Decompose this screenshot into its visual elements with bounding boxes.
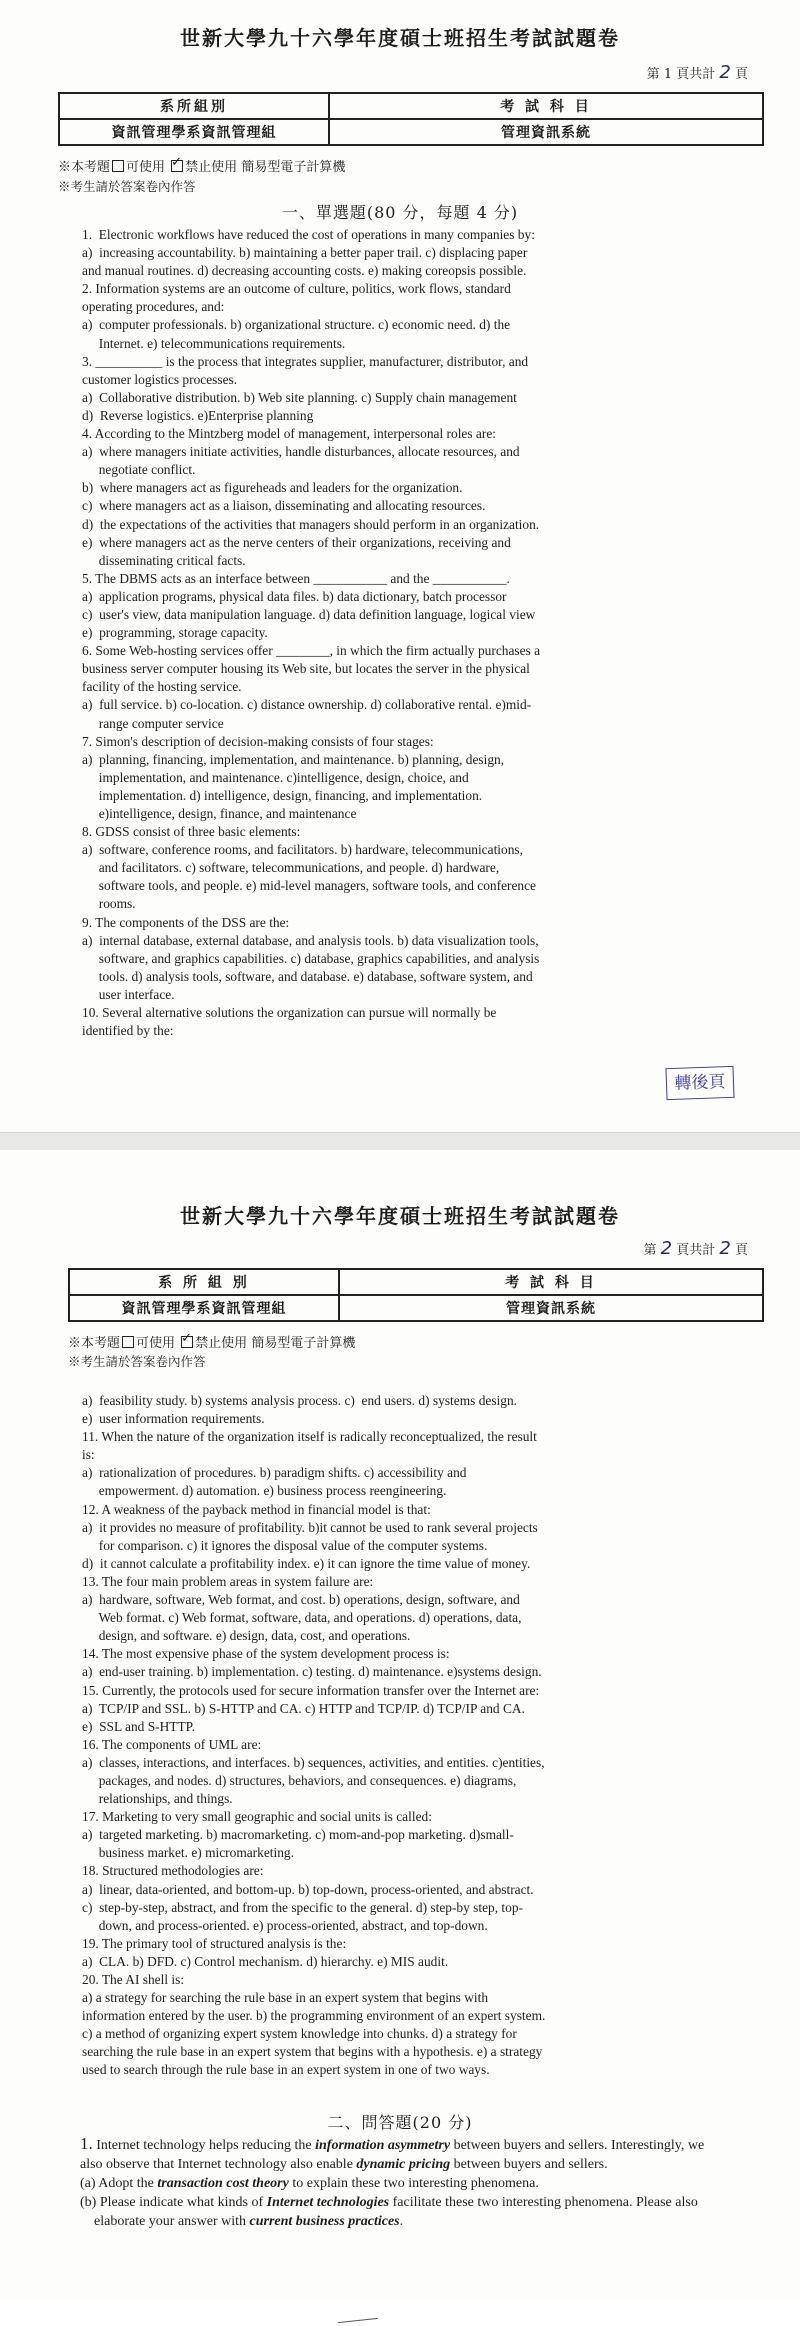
text-line: 3. __________ is the process that integrates supplier, manufacturer, distributor, and bbox=[82, 353, 529, 369]
text-line: relationships, and things. bbox=[82, 1791, 233, 1807]
text-line: a) linear, data-oriented, and bottom-up. b) top-down, process-oriented, and abstract. bbox=[82, 1881, 534, 1897]
questions-page-1 bbox=[82, 226, 694, 1040]
text-line: d) Reverse logistics. e)Enterprise planning bbox=[82, 407, 314, 423]
text-line: range computer service bbox=[82, 715, 224, 731]
essay-question bbox=[80, 2134, 720, 2231]
text-line: a) increasing accountability. b) maintaining a better paper trail. c) displacing paper bbox=[82, 245, 528, 261]
text-line: empowerment. d) automation. e) business process reengineering. bbox=[82, 1483, 447, 1499]
text-line: tools. d) analysis tools, software, and database. e) database, software system, and bbox=[82, 968, 533, 984]
text-line: a) rationalization of procedures. b) paradigm shifts. c) accessibility and bbox=[82, 1465, 467, 1481]
text-line: 5. The DBMS acts as an interface between ___________ and the ___________. bbox=[82, 570, 510, 586]
subject-label: 考 試 科 目 bbox=[339, 1269, 763, 1295]
checkbox-forbidden bbox=[171, 160, 183, 172]
text-line: searching the rule base in an expert system that begins with a hypothesis. e) a strategy bbox=[82, 2044, 543, 2060]
text-line: e)intelligence, design, finance, and maintenance bbox=[82, 806, 357, 821]
subject-label: 考 試 科 目 bbox=[329, 93, 763, 119]
text-line: rooms. bbox=[82, 896, 136, 912]
section-title-essay: 二、問答題(20 分) bbox=[327, 2113, 473, 2132]
text-line: and manual routines. d) decreasing accounting costs. e) making coreopsis possible. bbox=[82, 263, 527, 279]
text-line: design, and software. e) design, data, cost, and operations. bbox=[82, 1628, 411, 1644]
text-line: a) software, conference rooms, and facilitators. b) hardware, telecommunications, bbox=[82, 842, 523, 858]
page-separator bbox=[0, 1132, 800, 1152]
text-line: 9. The components of the DSS are the: bbox=[82, 914, 290, 930]
text-line: 11. When the nature of the organization itself is radically reconceptualized, the result bbox=[82, 1429, 537, 1445]
text-line: a) a strategy for searching the rule base in an expert system that begins with bbox=[82, 1990, 489, 2006]
checkbox-allowed bbox=[122, 1336, 134, 1348]
text-line: 6. Some Web-hosting services offer ________, in which the firm actually purchases a bbox=[82, 643, 541, 659]
answer-sheet-notice: ※考生請於答案卷內作答 bbox=[58, 179, 196, 194]
text-line: negotiate conflict. bbox=[82, 462, 196, 478]
checkbox-allowed bbox=[112, 160, 124, 172]
text-line: implementation. d) intelligence, design, financing, and implementation. bbox=[82, 787, 483, 803]
pen-mark bbox=[338, 2318, 378, 2326]
text-line: 16. The components of UML are: bbox=[82, 1736, 262, 1752]
text-line: down, and process-oriented. e) process-oriented, abstract, and top-down. bbox=[82, 1917, 488, 1933]
text-line: a) classes, interactions, and interfaces. b) sequences, activities, and entities. c)entities, bbox=[82, 1754, 545, 1770]
dept-label: 系所組別 bbox=[59, 93, 329, 119]
text-line: 7. Simon's description of decision-making consists of four stages: bbox=[82, 733, 434, 749]
text-line: a) targeted marketing. b) macromarketing. c) mom-and-pop marketing. d)small- bbox=[82, 1827, 514, 1843]
text-line: a) full service. b) co-location. c) distance ownership. d) collaborative rental. e)mid- bbox=[82, 697, 532, 713]
subject-value: 管理資訊系統 bbox=[329, 119, 763, 145]
text-line: e) where managers act as the nerve centers of their organizations, receiving and bbox=[82, 534, 511, 550]
text-line: software, and graphics capabilities. c) database, graphics capabilities, and analysis bbox=[82, 950, 540, 966]
text-line: 4. According to the Mintzberg model of management, interpersonal roles are: bbox=[82, 426, 496, 442]
answer-sheet-notice: ※考生請於答案卷內作答 bbox=[68, 1354, 206, 1369]
text-line: user interface. bbox=[82, 986, 175, 1002]
text-line: disseminating critical facts. bbox=[82, 552, 246, 568]
text-line: Internet. e) telecommunications requirements. bbox=[82, 335, 346, 351]
text-line: 18. Structured methodologies are: bbox=[82, 1863, 264, 1879]
text-line: a) planning, financing, implementation, and maintenance. b) planning, design, bbox=[82, 751, 505, 767]
text-line: a) where managers initiate activities, handle disturbances, allocate resources, and bbox=[82, 444, 520, 460]
section-title-multiple-choice: 一、單選題(80 分，每題 4 分) bbox=[281, 203, 519, 222]
calculator-notice: ※本考題 可使用 ✓ 禁止使用 簡易型電子計算機 bbox=[58, 156, 345, 175]
text-line: e) user information requirements. bbox=[82, 1411, 265, 1427]
exam-page-2 bbox=[0, 1150, 800, 2300]
essay-part-b: (b) Please indicate what kinds of Internet technologies facilitate these two interesting phenomena. Please also elaborate your answer with current business practices. bbox=[80, 2195, 698, 2229]
text-line: 20. The AI shell is: bbox=[82, 1972, 185, 1987]
text-line: 10. Several alternative solutions the organization can pursue will normally be bbox=[82, 1005, 497, 1021]
text-line: for comparison. c) it ignores the disposal value of the computer systems. bbox=[82, 1537, 488, 1553]
text-line: a) application programs, physical data files. b) data dictionary, batch processor bbox=[82, 588, 507, 604]
text-line: a) feasibility study. b) systems analysis process. c) end users. d) systems design. bbox=[82, 1393, 517, 1408]
text-line: customer logistics processes. bbox=[82, 371, 238, 387]
exam-title: 世新大學九十六學年度碩士班招生考試試題卷 bbox=[180, 26, 620, 50]
text-line: d) the expectations of the activities that managers should perform in an organization. bbox=[82, 516, 540, 532]
text-line: c) user's view, data manipulation language. d) data definition language, logical view bbox=[82, 606, 536, 622]
continue-stamp: 轉後頁 bbox=[665, 1066, 734, 1100]
page-number: 第 2 頁共計 2 頁 bbox=[643, 1238, 748, 1259]
text-line: a) CLA. b) DFD. c) Control mechanism. d) hierarchy. e) MIS audit. bbox=[82, 1953, 449, 1969]
text-line: used to search through the rule base in an expert system in one of two ways. bbox=[82, 2062, 490, 2078]
exam-page-1 bbox=[0, 0, 800, 1132]
text-line: is: bbox=[82, 1447, 95, 1463]
text-line: 15. Currently, the protocols used for secure information transfer over the Internet are: bbox=[82, 1682, 540, 1698]
checkbox-forbidden bbox=[181, 1336, 193, 1348]
text-line: 13. The four main problem areas in system failure are: bbox=[82, 1573, 374, 1589]
text-line: b) where managers act as figureheads and leaders for the organization. bbox=[82, 480, 463, 496]
text-line: business server computer housing its Web site, but locates the server in the physical bbox=[82, 661, 530, 677]
exam-header-table bbox=[68, 1268, 764, 1322]
text-line: e) SSL and S-HTTP. bbox=[82, 1718, 195, 1734]
essay-part-a: (a) Adopt the transaction cost theory to explain these two interesting phenomena. bbox=[80, 2176, 539, 2191]
text-line: d) it cannot calculate a profitability index. e) it can ignore the time value of money. bbox=[82, 1555, 531, 1571]
text-line: a) computer professionals. b) organizational structure. c) economic need. d) the bbox=[82, 317, 511, 333]
text-line: c) a method of organizing expert system knowledge into chunks. d) a strategy for bbox=[82, 2026, 517, 2042]
text-line: and facilitators. c) software, telecommunications, and people. d) hardware, bbox=[82, 860, 500, 876]
subject-value: 管理資訊系統 bbox=[339, 1295, 763, 1321]
questions-page-2 bbox=[82, 1392, 694, 2080]
calculator-notice: ※本考題 可使用 ✓ 禁止使用 簡易型電子計算機 bbox=[68, 1332, 355, 1351]
text-line: business market. e) micromarketing. bbox=[82, 1845, 294, 1861]
page-number: 第 1 頁共計 2 頁 bbox=[646, 62, 748, 83]
dept-label: 系 所 組 別 bbox=[69, 1269, 339, 1295]
text-line: operating procedures, and: bbox=[82, 299, 225, 315]
text-line: identified by the: bbox=[82, 1023, 174, 1039]
essay-question-1: 1. Internet technology helps reducing the information asymmetry between buyers and sellers. Interestingly, we also observe that Internet technology also enable dynamic pricing between buyers and sellers. bbox=[80, 2134, 705, 2172]
text-line: implementation, and maintenance. c)intelligence, design, choice, and bbox=[82, 769, 469, 785]
text-line: packages, and nodes. d) structures, behaviors, and consequences. e) diagrams, bbox=[82, 1772, 517, 1788]
text-line: a) internal database, external database, and analysis tools. b) data visualization tools, bbox=[82, 932, 539, 948]
text-line: c) step-by-step, abstract, and from the specific to the general. d) step-by step, top- bbox=[82, 1899, 523, 1915]
text-line: a) TCP/IP and SSL. b) S-HTTP and CA. c) HTTP and TCP/IP. d) TCP/IP and CA. bbox=[82, 1700, 525, 1716]
text-line: a) Collaborative distribution. b) Web site planning. c) Supply chain management bbox=[82, 389, 517, 405]
text-line: a) it provides no measure of profitability. b)it cannot be used to rank several projects bbox=[82, 1519, 538, 1535]
text-line: 17. Marketing to very small geographic and social units is called: bbox=[82, 1809, 432, 1825]
text-line: 8. GDSS consist of three basic elements: bbox=[82, 824, 301, 840]
exam-title: 世新大學九十六學年度碩士班招生考試試題卷 bbox=[180, 1204, 620, 1228]
text-line: facility of the hosting service. bbox=[82, 679, 242, 695]
text-line: software tools, and people. e) mid-level managers, software tools, and conference bbox=[82, 878, 536, 894]
text-line: c) where managers act as a liaison, disseminating and allocating resources. bbox=[82, 498, 486, 514]
text-line: information entered by the user. b) the programming environment of an expert system. bbox=[82, 2008, 546, 2024]
text-line: 2. Information systems are an outcome of culture, politics, work flows, standard bbox=[82, 281, 511, 297]
dept-value: 資訊管理學系資訊管理組 bbox=[59, 119, 329, 145]
text-line: e) programming, storage capacity. bbox=[82, 625, 268, 641]
text-line: a) hardware, software, Web format, and cost. b) operations, design, software, and bbox=[82, 1592, 520, 1608]
text-line: 19. The primary tool of structured analysis is the: bbox=[82, 1935, 347, 1951]
dept-value: 資訊管理學系資訊管理組 bbox=[69, 1295, 339, 1321]
text-line: a) end-user training. b) implementation. c) testing. d) maintenance. e)systems design. bbox=[82, 1664, 542, 1680]
text-line: 14. The most expensive phase of the system development process is: bbox=[82, 1646, 450, 1662]
exam-header-table bbox=[58, 92, 764, 146]
text-line: 1. Electronic workflows have reduced the cost of operations in many companies by: bbox=[82, 227, 535, 242]
text-line: 12. A weakness of the payback method in financial model is that: bbox=[82, 1501, 431, 1517]
text-line: Web format. c) Web format, software, data, and operations. d) operations, data, bbox=[82, 1610, 522, 1626]
